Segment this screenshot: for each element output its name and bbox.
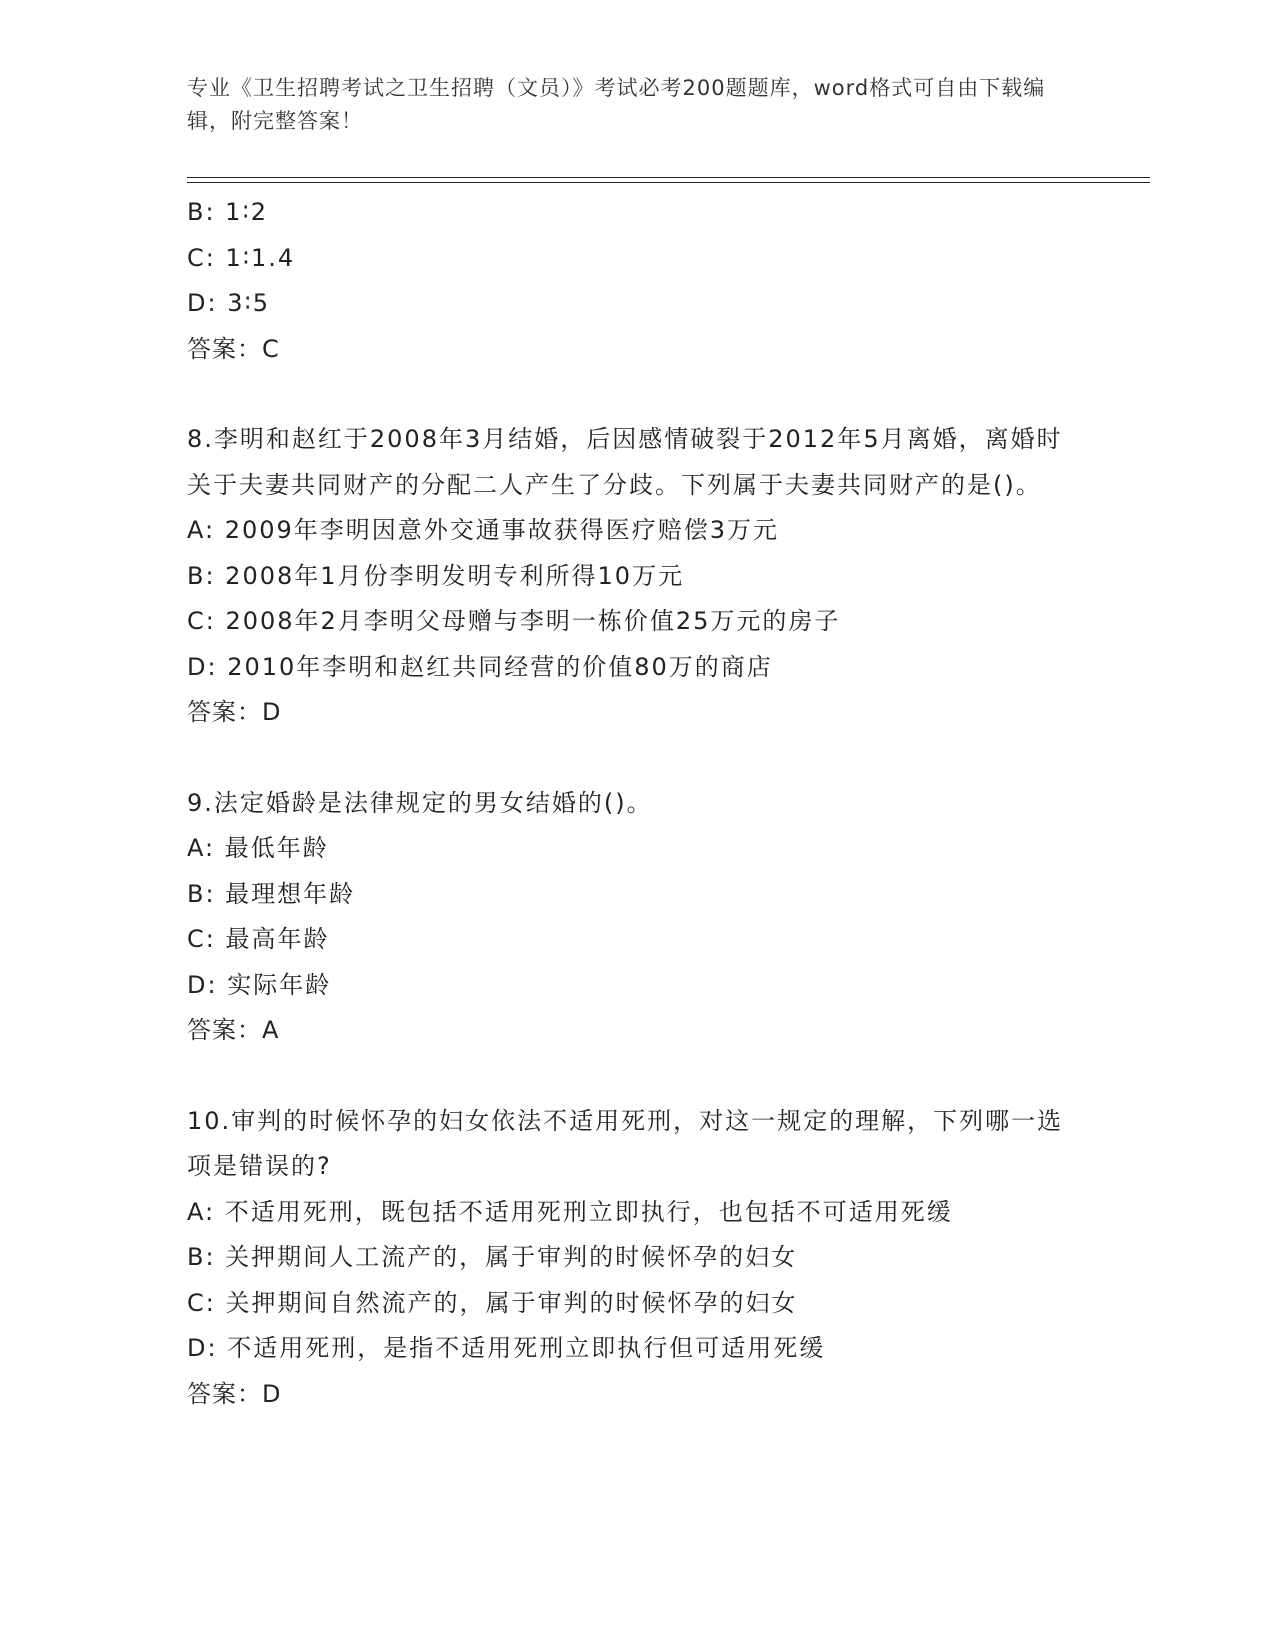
question-list (187, 190, 1087, 1417)
document-header: 专业《卫生招聘考试之卫生招聘（文员）》考试必考200题题库，word格式可自由下载编辑，附完整答案！ (187, 76, 1046, 133)
header-rule-bottom (187, 182, 1150, 183)
option-c: C: 关押期间自然流产的，属于审判的时候怀孕的妇女 (187, 1288, 798, 1317)
option-d: D: 2010年李明和赵红共同经营的价值80万的商店 (187, 652, 773, 681)
option-d: D: 不适用死刑，是指不适用死刑立即执行但可适用死缓 (187, 1334, 826, 1362)
question-stem: 8.李明和赵红于2008年3月结婚，后因感情破裂于2012年5月离婚，离婚时关于夫妻共同财产的分配二人产生了分歧。下列属于夫妻共同财产的是()。 (187, 425, 1063, 499)
question-stem: 9.法定婚龄是法律规定的男女结婚的()。 (187, 788, 653, 817)
question-7-tail (187, 190, 1087, 372)
option-b: B: 关押期间人工流产的，属于审判的时候怀孕的妇女 (187, 1243, 798, 1271)
option-a: A: 不适用死刑，既包括不适用死刑立即执行，也包括不可适用死缓 (187, 1197, 953, 1226)
answer: 答案：A (187, 1016, 280, 1044)
option-d: D: 3∶5 (187, 289, 270, 317)
answer: 答案：C (187, 334, 280, 363)
answer: 答案：D (187, 1379, 282, 1408)
option-a: A: 最低年龄 (187, 834, 329, 862)
question-stem: 10.审判的时候怀孕的妇女依法不适用死刑，对这一规定的理解，下列哪一选项是错误的? (187, 1106, 1064, 1180)
option-b: B: 最理想年龄 (187, 879, 356, 908)
option-a: A: 2009年李明因意外交通事故获得医疗赔偿3万元 (187, 516, 780, 544)
option-d: D: 实际年龄 (187, 970, 332, 999)
option-c: C: 1∶1.4 (187, 243, 296, 272)
answer: 答案：D (187, 698, 282, 726)
question-9 (187, 781, 1087, 1054)
option-c: C: 2008年2月李明父母赠与李明一栋价值25万元的房子 (187, 607, 841, 635)
header-rule-top (187, 177, 1150, 178)
option-c: C: 最高年龄 (187, 925, 330, 953)
question-10 (187, 1099, 1087, 1418)
option-b: B: 1∶2 (187, 198, 268, 226)
question-8 (187, 417, 1087, 736)
option-b: B: 2008年1月份李明发明专利所得10万元 (187, 561, 685, 590)
